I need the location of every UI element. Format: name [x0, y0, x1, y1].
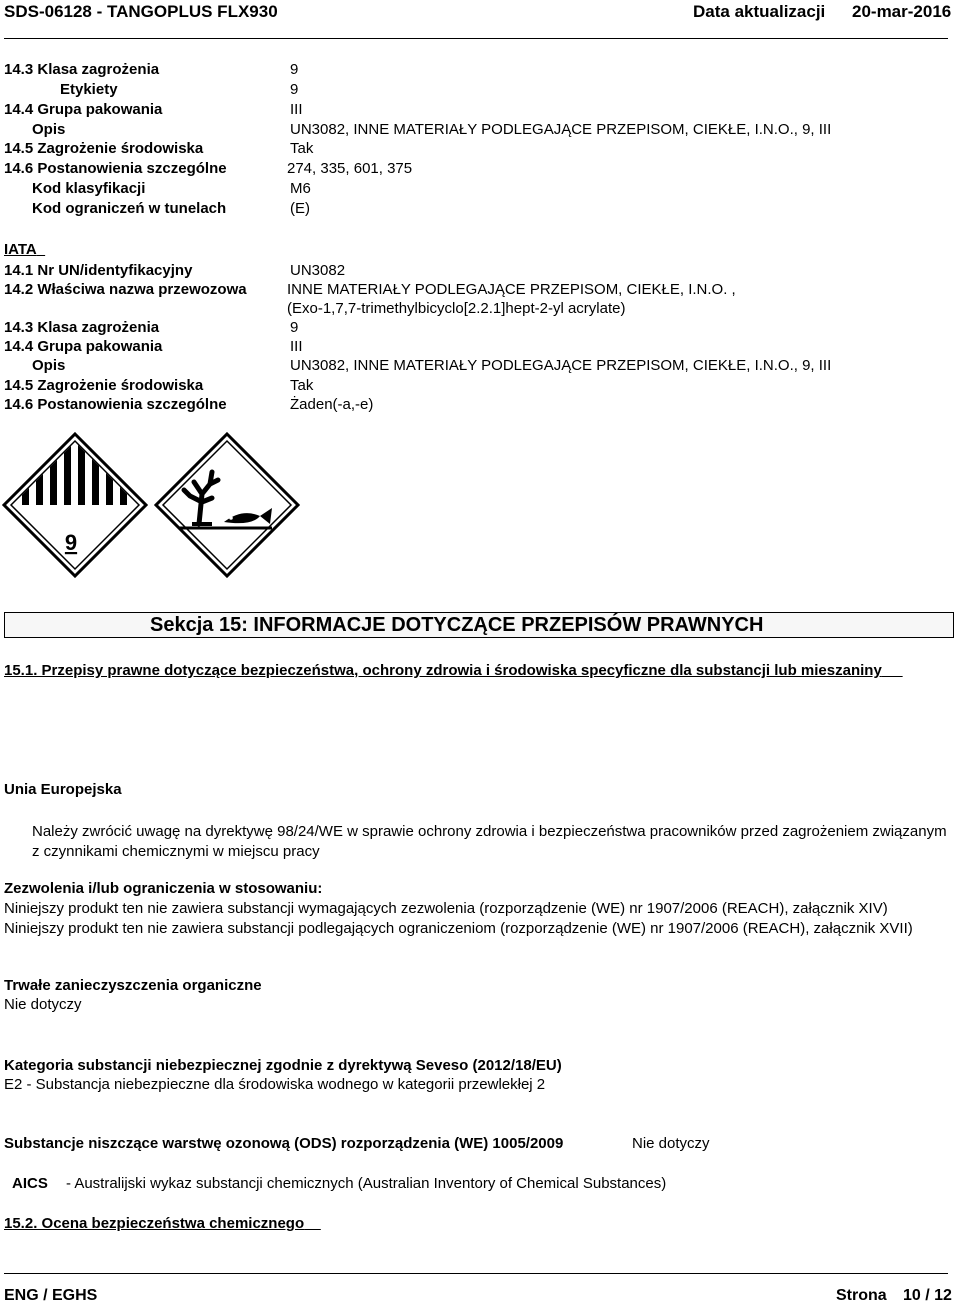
eu-heading: Unia Europejska — [4, 781, 122, 798]
subsection-15-2-heading: 15.2. Ocena bezpieczeństwa chemicznego — [4, 1215, 305, 1232]
environment-hazard-icon — [154, 432, 300, 578]
authorisation-text: Niniejszy produkt ten nie zawiera substancji wymagających zezwolenia (rozporządzenie (WE) nr 1907/2006 (REACH), załącznik XIV) Niniejszy produkt ten nie zawiera substancji podlegających ograniczeniom (rozporządzenie (WE) nr 1907/2006 (REACH), załącznik XVII) — [4, 900, 913, 937]
iata-value-un-number: UN3082 — [290, 262, 346, 279]
class9-number: 9 — [64, 530, 78, 555]
pop-value: Nie dotyczy — [4, 996, 82, 1013]
eu-directive-text: Należy zwrócić uwagę na dyrektywę 98/24/WE w sprawie ochrony zdrowia i bezpieczeństwa pracowników przed zagrożeniem związanym z czynnikami chemicznymi w miejscu pracy — [32, 823, 947, 860]
section-15-title: Sekcja 15: INFORMACJE DOTYCZĄCE PRZEPISÓW PRAWNYCH — [150, 614, 764, 636]
adr-value-tunnel-code: (E) — [290, 200, 310, 217]
seveso-heading: Kategoria substancji niebezpiecznej zgodnie z dyrektywą Seveso (2012/18/EU) — [4, 1057, 562, 1074]
iata-label-packing-group: 14.4 Grupa pakowania — [4, 338, 163, 355]
adr-label-class: 14.3 Klasa zagrożenia — [4, 61, 160, 78]
adr-label-description: Opis — [32, 121, 66, 138]
iata-value-packing-group: III — [290, 338, 303, 355]
document-title: SDS-06128 - TANGOPLUS FLX930 — [4, 2, 278, 21]
iata-heading: IATA — [4, 241, 37, 258]
adr-label-packing-group: 14.4 Grupa pakowania — [4, 101, 163, 118]
footer-format: ENG / EGHS — [4, 1287, 98, 1304]
adr-label-labels: Etykiety — [60, 81, 118, 98]
iata-value-shipping-name: INNE MATERIAŁY PODLEGAJĄCE PRZEPISOM, CIEKŁE, I.N.O. , — [287, 281, 736, 298]
iata-value-class: 9 — [290, 319, 299, 336]
adr-value-labels: 9 — [290, 81, 299, 98]
adr-value-packing-group: III — [290, 101, 303, 118]
revision-date-value: 20-mar-2016 — [852, 2, 952, 21]
adr-value-environmental-hazard: Tak — [290, 140, 314, 157]
iata-label-special-provisions: 14.6 Postanowienia szczególne — [4, 396, 227, 413]
footer-divider — [4, 1273, 948, 1274]
adr-label-tunnel-code: Kod ograniczeń w tunelach — [32, 200, 227, 217]
authorisation-heading: Zezwolenia i/lub ograniczenia w stosowaniu: — [4, 880, 323, 897]
footer-page-label: Strona — [836, 1287, 887, 1304]
iata-label-shipping-name: 14.2 Właściwa nazwa przewozowa — [4, 281, 247, 298]
section-15-title-box — [4, 612, 954, 638]
adr-label-environmental-hazard: 14.5 Zagrożenie środowiska — [4, 140, 204, 157]
subsection-15-1-heading: 15.1. Przepisy prawne dotyczące bezpieczeństwa, ochrony zdrowia i środowiska specyficzne dla substancji lub mieszaniny — [4, 662, 882, 679]
iata-label-un-number: 14.1 Nr UN/identyfikacyjny — [4, 262, 193, 279]
seveso-value: E2 - Substancja niebezpieczne dla środowiska wodnego w kategorii przewlekłej 2 — [4, 1076, 546, 1093]
adr-label-classification-code: Kod klasyfikacji — [32, 180, 146, 197]
hazard-class-9-icon — [2, 432, 148, 578]
pop-heading: Trwałe zanieczyszczenia organiczne — [4, 977, 262, 994]
header-divider — [4, 38, 948, 39]
iata-label-class: 14.3 Klasa zagrożenia — [4, 319, 160, 336]
adr-label-special-provisions: 14.6 Postanowienia szczególne — [4, 160, 227, 177]
aics-label: AICS — [12, 1175, 48, 1192]
iata-value-environmental-hazard: Tak — [290, 377, 314, 394]
adr-value-classification-code: M6 — [290, 180, 311, 197]
iata-value-description: UN3082, INNE MATERIAŁY PODLEGAJĄCE PRZEPISOM, CIEKŁE, I.N.O., 9, III — [290, 357, 832, 374]
revision-date-label: Data aktualizacji — [693, 2, 826, 21]
aics-text: - Australijski wykaz substancji chemicznych (Australian Inventory of Chemical Substances) — [66, 1175, 667, 1192]
ods-value: Nie dotyczy — [632, 1135, 710, 1152]
iata-label-description: Opis — [32, 357, 66, 374]
footer-page-number: 10 / 12 — [903, 1287, 952, 1304]
ods-heading: Substancje niszczące warstwę ozonową (ODS) rozporządzenia (WE) 1005/2009 — [4, 1135, 564, 1152]
iata-value-shipping-name-cont: (Exo-1,7,7-trimethylbicyclo[2.2.1]hept-2-yl acrylate) — [287, 300, 626, 317]
iata-label-environmental-hazard: 14.5 Zagrożenie środowiska — [4, 377, 204, 394]
adr-value-description: UN3082, INNE MATERIAŁY PODLEGAJĄCE PRZEPISOM, CIEKŁE, I.N.O., 9, III — [290, 121, 832, 138]
iata-value-special-provisions: Żaden(-a,-e) — [290, 396, 374, 413]
adr-value-special-provisions: 274, 335, 601, 375 — [287, 160, 413, 177]
adr-value-class: 9 — [290, 61, 299, 78]
